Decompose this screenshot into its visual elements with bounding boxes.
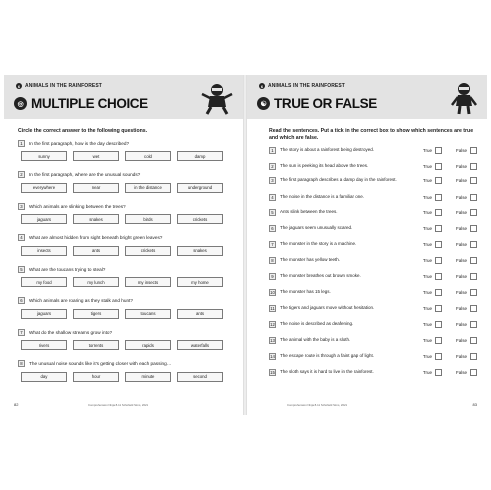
question-number: 5 <box>18 266 25 273</box>
true-label: True <box>422 353 432 359</box>
statement-text: The first paragraph describes a damp day in the rainforest. <box>280 177 397 182</box>
question-line <box>18 297 233 305</box>
statement-row <box>269 177 479 184</box>
answer-option[interactable]: jaguars <box>21 309 67 319</box>
true-label: True <box>422 289 432 295</box>
answer-boxes <box>419 209 477 216</box>
page-title-text: MULTIPLE CHOICE <box>31 96 148 111</box>
answer-options <box>18 151 233 161</box>
true-checkbox[interactable] <box>435 353 442 360</box>
true-label: True <box>422 194 432 200</box>
true-checkbox[interactable] <box>435 257 442 264</box>
statement-text: The escape route is through a faint gap of light. <box>280 353 375 358</box>
question-line <box>18 265 233 273</box>
answer-option[interactable]: waterfalls <box>177 340 223 350</box>
statement-row <box>269 273 479 280</box>
true-checkbox[interactable] <box>435 163 442 170</box>
question-text: Which animals are roaring as they stalk and hunt? <box>29 298 133 303</box>
false-checkbox[interactable] <box>470 257 477 264</box>
false-label: False <box>455 353 467 359</box>
statement-text: The monster has 15 legs. <box>280 289 331 294</box>
true-label: True <box>422 241 432 247</box>
page-number: 82 <box>14 402 19 407</box>
statement-number: 9 <box>269 273 276 280</box>
statement-number: 5 <box>269 209 276 216</box>
statement-row <box>269 257 479 264</box>
answer-boxes <box>419 147 477 154</box>
instruction: Circle the correct answer to the following questions. <box>18 128 148 134</box>
statement-row <box>269 147 479 154</box>
statement-row <box>269 289 479 296</box>
question-text: What are almost hidden from sight beneath bright green leaves? <box>29 235 163 240</box>
answer-boxes <box>419 337 477 344</box>
false-label: False <box>455 369 467 375</box>
credit-line: Comprehension Ninja 8-11 Schofield Sims, 2021 <box>88 403 149 407</box>
false-checkbox[interactable] <box>470 369 477 376</box>
false-checkbox[interactable] <box>470 353 477 360</box>
true-label: True <box>422 209 432 215</box>
answer-option[interactable]: minute <box>125 372 171 382</box>
answer-option[interactable]: underground <box>177 183 223 193</box>
question-number: 4 <box>18 234 25 241</box>
answer-boxes <box>419 369 477 376</box>
answer-options <box>18 246 233 256</box>
answer-option[interactable]: near <box>73 183 119 193</box>
statement-text: The monster in the story is a machine. <box>280 241 357 246</box>
answer-options <box>18 214 233 224</box>
question-item <box>18 234 233 256</box>
statement-number: 3 <box>269 177 276 184</box>
question-text: The unusual noise sounds like it's getting closer with each passing… <box>29 361 172 366</box>
false-label: False <box>455 289 467 295</box>
true-checkbox[interactable] <box>435 337 442 344</box>
false-label: False <box>455 163 467 169</box>
answer-option[interactable]: jaguars <box>21 214 67 224</box>
true-label: True <box>422 257 432 263</box>
answer-option[interactable]: in the distance <box>125 183 171 193</box>
statement-text: The sloth says it is hard to live in the rainforest. <box>280 369 374 374</box>
answer-option[interactable]: cold <box>125 151 171 161</box>
statement-row <box>269 209 479 216</box>
question-number: 3 <box>18 203 25 210</box>
false-checkbox[interactable] <box>470 147 477 154</box>
answer-option[interactable]: my insects <box>125 277 171 287</box>
answer-options <box>18 183 233 193</box>
answer-option[interactable]: crickets <box>125 246 171 256</box>
statement-number: 6 <box>269 225 276 232</box>
answer-options <box>18 372 233 382</box>
question-number: 2 <box>18 171 25 178</box>
question-line <box>18 139 233 147</box>
false-checkbox[interactable] <box>470 194 477 201</box>
false-label: False <box>455 305 467 311</box>
answer-boxes <box>419 305 477 312</box>
answer-option[interactable]: rapids <box>125 340 171 350</box>
true-checkbox[interactable] <box>435 289 442 296</box>
false-label: False <box>455 273 467 279</box>
question-number: 8 <box>18 360 25 367</box>
question-item <box>18 265 233 287</box>
statement-row <box>269 353 479 360</box>
answer-boxes <box>419 321 477 328</box>
topic-number-badge: 6 <box>17 83 21 89</box>
topic-text: ANIMALS IN THE RAINFOREST <box>25 83 102 89</box>
page-title-text: TRUE OR FALSE <box>274 96 377 111</box>
statement-text: The noise in the distance is a familiar one. <box>280 194 365 199</box>
true-label: True <box>422 177 432 183</box>
true-label: True <box>422 321 432 327</box>
statement-row <box>269 321 479 328</box>
statement-text: The tigers and jaguars move without hesitation. <box>280 305 375 310</box>
false-checkbox[interactable] <box>470 209 477 216</box>
answer-option[interactable]: toucans <box>125 309 171 319</box>
true-label: True <box>422 163 432 169</box>
false-label: False <box>455 321 467 327</box>
statement-row <box>269 305 479 312</box>
page-multiple-choice <box>4 75 243 415</box>
question-number: 1 <box>18 140 25 147</box>
false-checkbox[interactable] <box>470 305 477 312</box>
answer-option[interactable]: snakes <box>177 246 223 256</box>
false-label: False <box>455 177 467 183</box>
answer-options <box>18 309 233 319</box>
statement-row <box>269 241 479 248</box>
instruction: Read the sentences. Put a tick in the correct box to show which sentences are true and which are false. <box>269 128 474 141</box>
topic-text: ANIMALS IN THE RAINFOREST <box>268 83 345 89</box>
question-text: What are the toucans trying to steal? <box>29 266 106 272</box>
false-label: False <box>455 194 467 200</box>
true-label: True <box>422 305 432 311</box>
answer-option[interactable]: damp <box>177 151 223 161</box>
false-checkbox[interactable] <box>470 273 477 280</box>
statement-number: 13 <box>270 337 275 343</box>
credit-line: Comprehension Ninja 8-11 Schofield Sims, 2021 <box>287 403 348 407</box>
false-checkbox[interactable] <box>470 289 477 296</box>
answer-boxes <box>419 289 477 296</box>
statement-row <box>269 337 479 344</box>
ninja-icon <box>447 81 481 115</box>
answer-option[interactable]: insects <box>21 246 67 256</box>
statement-number: 14 <box>270 353 275 359</box>
question-item <box>18 171 233 193</box>
page-title <box>257 96 377 111</box>
answer-option[interactable]: tigers <box>73 309 119 319</box>
answer-option[interactable]: day <box>21 372 67 382</box>
true-label: True <box>422 337 432 343</box>
answer-option[interactable]: my food <box>21 277 67 287</box>
question-number: 7 <box>18 329 25 336</box>
true-checkbox[interactable] <box>435 273 442 280</box>
statement-text: The noise is described as deafening. <box>280 321 354 326</box>
statement-number: 11 <box>270 305 275 311</box>
false-label: False <box>455 241 467 247</box>
statement-text: The monster breathes out brown smoke. <box>280 273 361 278</box>
false-checkbox[interactable] <box>470 321 477 328</box>
answer-boxes <box>419 177 477 184</box>
page-title <box>14 96 148 111</box>
answer-boxes <box>419 353 477 360</box>
statement-text: The animal with the baby is a sloth. <box>280 337 351 342</box>
false-checkbox[interactable] <box>470 177 477 184</box>
answer-boxes <box>419 163 477 170</box>
true-checkbox[interactable] <box>435 194 442 201</box>
question-line <box>18 234 233 242</box>
answer-option[interactable]: crickets <box>177 214 223 224</box>
answer-option[interactable]: my lunch <box>73 277 119 287</box>
statement-number: 1 <box>269 147 276 154</box>
topic-label <box>259 83 345 89</box>
topic-number-badge: 6 <box>260 83 264 89</box>
true-label: True <box>422 225 432 231</box>
answer-option[interactable]: rivers <box>21 340 67 350</box>
answer-boxes <box>419 257 477 264</box>
statement-row <box>269 369 479 376</box>
true-checkbox[interactable] <box>435 147 442 154</box>
answer-boxes <box>419 273 477 280</box>
true-label: True <box>422 147 432 153</box>
answer-option[interactable]: birds <box>125 214 171 224</box>
question-text: Which animals are slinking between the trees? <box>29 203 126 209</box>
false-label: False <box>455 147 467 153</box>
question-line <box>18 202 233 210</box>
question-text: In the first paragraph, how is the day described? <box>29 140 130 146</box>
statement-number: 4 <box>269 194 276 201</box>
page-number: 83 <box>472 402 477 407</box>
statement-text: The sun is peeking its head above the trees. <box>280 163 369 168</box>
false-label: False <box>455 209 467 215</box>
answer-options <box>18 277 233 287</box>
question-text: What do the shallow streams grow into? <box>29 329 113 335</box>
question-line <box>18 171 233 179</box>
true-checkbox[interactable] <box>435 241 442 248</box>
false-checkbox[interactable] <box>470 225 477 232</box>
statement-number: 15 <box>270 369 275 375</box>
answer-option[interactable]: torrents <box>73 340 119 350</box>
true-checkbox[interactable] <box>435 369 442 376</box>
topic-label <box>16 83 102 89</box>
answer-options <box>18 340 233 350</box>
false-checkbox[interactable] <box>470 163 477 170</box>
true-checkbox[interactable] <box>435 321 442 328</box>
statement-text: The story is about a rainforest being destroyed. <box>280 147 375 152</box>
false-label: False <box>455 257 467 263</box>
true-checkbox[interactable] <box>435 177 442 184</box>
question-item <box>18 328 233 350</box>
answer-option[interactable]: ants <box>73 246 119 256</box>
answer-option[interactable]: sunny <box>21 151 67 161</box>
statement-number: 2 <box>269 163 276 170</box>
statement-text: Ants slink between the trees. <box>280 209 338 214</box>
false-checkbox[interactable] <box>470 241 477 248</box>
yin-yang-icon: ☯ <box>257 97 270 110</box>
question-item <box>18 297 233 319</box>
statement-text: The monster has yellow teeth. <box>280 257 341 262</box>
answer-boxes <box>419 225 477 232</box>
answer-option[interactable]: hour <box>73 372 119 382</box>
statement-text: The jaguars seem unusually scared. <box>280 225 353 230</box>
answer-option[interactable]: wet <box>73 151 119 161</box>
page-banner <box>247 75 487 119</box>
statement-number: 10 <box>270 289 275 295</box>
answer-boxes <box>419 194 477 201</box>
answer-option[interactable]: everywhere <box>21 183 67 193</box>
statement-row <box>269 163 479 170</box>
false-label: False <box>455 337 467 343</box>
question-item <box>18 139 233 161</box>
question-item <box>18 202 233 224</box>
target-icon: ◎ <box>14 97 27 110</box>
statement-row <box>269 194 479 201</box>
true-label: True <box>422 273 432 279</box>
false-checkbox[interactable] <box>470 337 477 344</box>
answer-option[interactable]: snakes <box>73 214 119 224</box>
page-true-false <box>247 75 487 415</box>
question-number: 6 <box>18 297 25 304</box>
question-item <box>18 360 233 382</box>
ninja-icon <box>200 81 234 115</box>
true-label: True <box>422 369 432 375</box>
true-checkbox[interactable] <box>435 225 442 232</box>
statement-number: 12 <box>270 321 275 327</box>
book-spread <box>0 75 491 415</box>
page-banner <box>4 75 243 119</box>
answer-option[interactable]: my home <box>177 277 223 287</box>
answer-option[interactable]: ants <box>177 309 223 319</box>
question-line <box>18 360 233 368</box>
statement-row <box>269 225 479 232</box>
statement-number: 8 <box>269 257 276 264</box>
true-checkbox[interactable] <box>435 209 442 216</box>
question-line <box>18 328 233 336</box>
true-checkbox[interactable] <box>435 305 442 312</box>
question-text: In the first paragraph, where are the unusual sounds? <box>29 172 141 177</box>
statement-number: 7 <box>269 241 276 248</box>
answer-option[interactable]: second <box>177 372 223 382</box>
false-label: False <box>455 225 467 231</box>
answer-boxes <box>419 241 477 248</box>
